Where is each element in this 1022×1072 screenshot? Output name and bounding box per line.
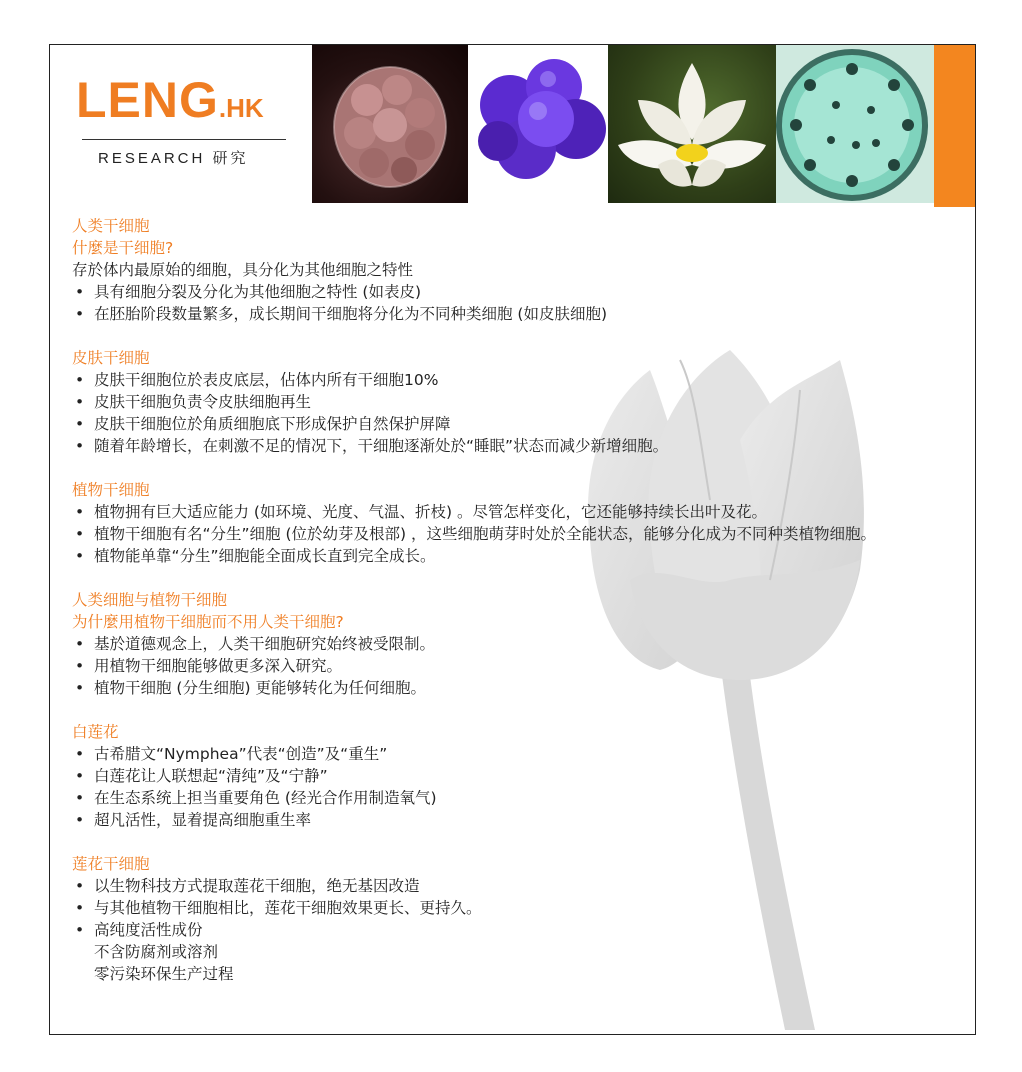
list-item: • 随着年龄增长，在刺激不足的情况下，干细胞逐渐处於“睡眠”状态而减少新增细胞。 xyxy=(72,435,952,457)
orange-accent-bar xyxy=(934,45,976,207)
list-item: • 植物拥有巨大适应能力 (如环境、光度、气温、折枝) 。尽管怎样变化，它还能够持续长出叶及花。 xyxy=(72,501,952,523)
logo-leng-text: LENG xyxy=(76,72,219,128)
sub-item: 不含防腐剂或溶剂 xyxy=(94,943,219,961)
section-intro: 存於体内最原始的细胞，具分化为其他细胞之特性 xyxy=(72,261,414,279)
section-skin-stem-cells xyxy=(72,347,952,457)
main-content xyxy=(72,215,952,1007)
list-item: • 高纯度活性成份 xyxy=(72,919,952,941)
list-item: • 皮肤干细胞位於角质细胞底下形成保护自然保护屏障 xyxy=(72,413,952,435)
list-item: • 在生态系统上担当重要角色 (经光合作用制造氧气) xyxy=(72,787,952,809)
section-title: 人类细胞与植物干细胞 xyxy=(72,591,228,609)
list-item: • 具有细胞分裂及分化为其他细胞之特性 (如表皮) xyxy=(72,281,952,303)
brochure-frame xyxy=(49,44,976,1035)
section-title: 白莲花 xyxy=(72,723,119,741)
section-subtitle: 什麼是干细胞? xyxy=(72,239,174,257)
section-title: 植物干细胞 xyxy=(72,481,150,499)
section-human-vs-plant xyxy=(72,589,952,699)
section-human-stem-cells xyxy=(72,215,952,325)
list-item: • 以生物科技方式提取莲花干细胞，绝无基因改造 xyxy=(72,875,952,897)
list-item: • 皮肤干细胞负责令皮肤细胞再生 xyxy=(72,391,952,413)
plant-stem-cross-section xyxy=(776,45,934,203)
logo-divider xyxy=(82,139,286,140)
list-item: • 超凡活性，显着提高细胞重生率 xyxy=(72,809,952,831)
white-lotus-flower xyxy=(608,45,776,203)
logo-subtitle: RESEARCH 研究 xyxy=(98,150,249,167)
section-title: 人类干细胞 xyxy=(72,217,150,235)
purple-cell-cluster xyxy=(468,45,608,203)
section-title: 莲花干细胞 xyxy=(72,855,150,873)
list-item: • 古希腊文“Nymphea”代表“创造”及“重生” xyxy=(72,743,952,765)
logo-hk-text: .HK xyxy=(218,93,264,123)
list-item xyxy=(72,523,952,545)
list-item: • 基於道德观念上，人类干细胞研究始终被受限制。 xyxy=(72,633,952,655)
list-item: • 用植物干细胞能够做更多深入研究。 xyxy=(72,655,952,677)
list-item: • 植物干细胞 (分生细胞) 更能够转化为任何细胞。 xyxy=(72,677,952,699)
list-item: • 植物能单靠“分生”细胞能全面成长直到完全成长。 xyxy=(72,545,952,567)
leng-hk-logo xyxy=(76,72,296,175)
section-white-lotus xyxy=(72,721,952,831)
list-item-text: 植物干细胞有名“分生”细胞 (位於幼芽及根部) ，这些细胞萌芽时处於全能状态，能够分化成为不同种类植物细胞。 xyxy=(94,525,877,543)
sub-item: 零污染环保生产过程 xyxy=(94,965,234,983)
section-subtitle: 为什麼用植物干细胞而不用人类干细胞? xyxy=(72,613,344,631)
list-item: • 白莲花让人联想起“清纯”及“宁静” xyxy=(72,765,952,787)
stem-cell-morula xyxy=(312,45,468,203)
section-plant-stem-cells xyxy=(72,479,952,567)
section-title: 皮肤干细胞 xyxy=(72,349,150,367)
list-item: • 与其他植物干细胞相比，莲花干细胞效果更长、更持久。 xyxy=(72,897,952,919)
list-item: • 皮肤干细胞位於表皮底层，佔体内所有干细胞10% xyxy=(72,369,952,391)
list-item: • 在胚胎阶段数量繁多，成长期间干细胞将分化为不同种类细胞 (如皮肤细胞) xyxy=(72,303,952,325)
section-lotus-stem-cells xyxy=(72,853,952,985)
